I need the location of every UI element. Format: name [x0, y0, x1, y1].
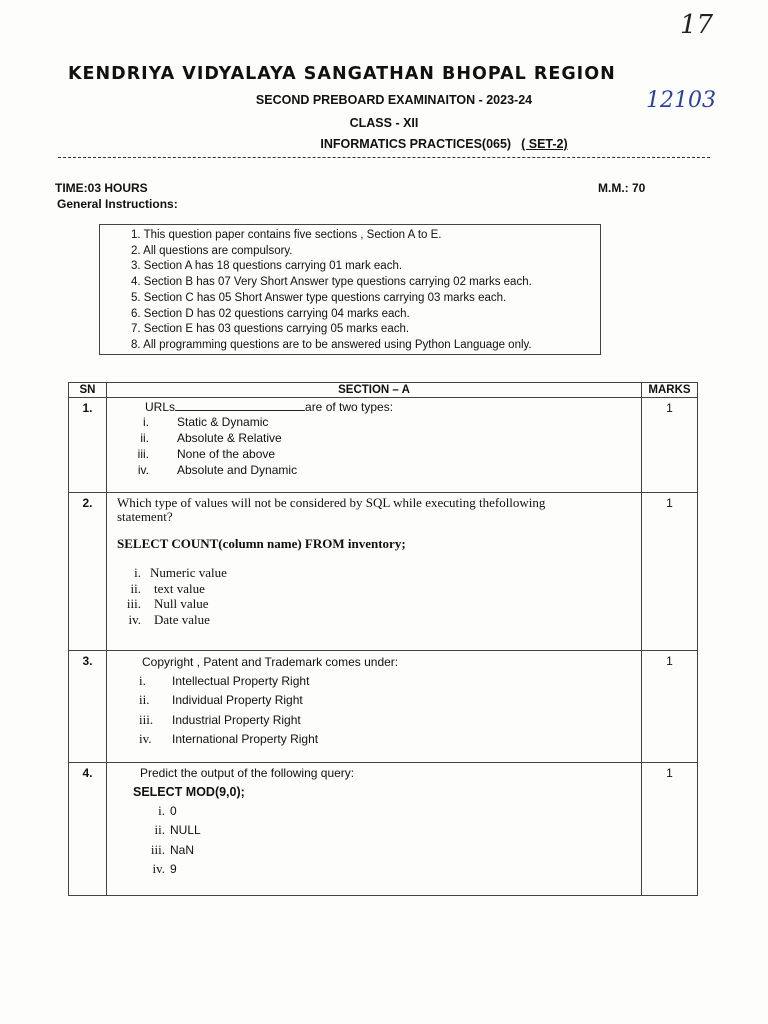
option-item: ii. Individual Property Right — [139, 692, 303, 708]
option-item: i. 0 — [158, 802, 177, 818]
question-number: 3. — [69, 651, 107, 763]
question-number: 2. — [69, 493, 107, 651]
subject-line — [60, 137, 768, 151]
page-number: 17 — [680, 10, 714, 40]
instruction-item: 8. All programming questions are to be answered using Python Language only. — [131, 338, 532, 351]
sql-query: SELECT MOD(9,0); — [133, 785, 245, 799]
sql-query: SELECT COUNT(column name) FROM inventory; — [117, 536, 406, 551]
question-number: 4. — [69, 763, 107, 896]
section-header: SECTION – A — [107, 383, 642, 398]
option-item: iv. Date value — [128, 611, 210, 627]
instruction-item: 3. Section A has 18 questions carrying 01 mark each. — [131, 260, 403, 273]
time-label: TIME:03 HOURS — [55, 181, 148, 195]
table-row — [69, 763, 698, 896]
instructions-box — [99, 224, 601, 355]
handwritten-code: 12103 — [646, 88, 716, 113]
question-text: URLs are of two types: — [145, 400, 394, 414]
question-marks: 1 — [642, 398, 698, 493]
table-header-row — [69, 383, 698, 398]
exam-title: SECOND PREBOARD EXAMINAITON - 2023-24 — [255, 93, 533, 107]
question-text: Predict the output of the following query: — [140, 766, 355, 780]
options-list — [107, 415, 641, 479]
option-item: iv. 9 — [152, 861, 177, 877]
max-marks: M.M.: 70 — [598, 181, 646, 195]
general-instructions-heading: General Instructions: — [57, 197, 178, 211]
options-list — [107, 799, 641, 879]
option-item: iv. International Property Right — [139, 731, 319, 747]
instruction-item: 4. Section B has 07 Very Short Answer type questions carrying 02 marks each. — [131, 276, 532, 289]
option-item: ii. Absolute & Relative — [140, 431, 282, 445]
option-item: iii. NaN — [150, 841, 195, 857]
question-cell — [107, 651, 642, 763]
option-item: iii. Industrial Property Right — [139, 711, 301, 727]
instruction-item: 2. All questions are compulsory. — [131, 244, 293, 257]
instruction-item: 1. This question paper contains five sections , Section A to E. — [131, 229, 442, 241]
table-row — [69, 651, 698, 763]
option-item: i. Intellectual Property Right — [139, 672, 310, 688]
question-text: Which type of values will not be considered by SQL while executing thefollowing statement? — [117, 495, 546, 524]
marks-header: MARKS — [642, 383, 698, 398]
option-item: ii. NULL — [154, 822, 201, 838]
sn-header: SN — [69, 383, 107, 398]
table-row — [69, 493, 698, 651]
question-number: 1. — [69, 398, 107, 493]
option-item: iii. None of the above — [137, 447, 276, 461]
question-text: Copyright , Patent and Trademark comes under: — [142, 655, 399, 669]
options-list — [107, 552, 641, 627]
questions-table — [68, 382, 698, 896]
instruction-item: 6. Section D has 02 questions carrying 04 marks each. — [131, 307, 410, 320]
question-marks: 1 — [642, 493, 698, 651]
set-label: ( SET-2) — [521, 137, 568, 151]
instructions-list — [100, 225, 600, 354]
question-marks: 1 — [642, 763, 698, 896]
question-cell — [107, 763, 642, 896]
question-cell — [107, 398, 642, 493]
divider — [58, 157, 710, 158]
class-label: CLASS - XII — [349, 116, 419, 130]
option-item: iii. Null value — [126, 596, 209, 611]
question-cell — [107, 493, 642, 651]
option-item: iv. Absolute and Dynamic — [137, 463, 298, 477]
option-item: i. Numeric value — [134, 565, 227, 580]
question-marks: 1 — [642, 651, 698, 763]
subject-name: INFORMATICS PRACTICES(065) — [320, 137, 512, 151]
instruction-item: 5. Section C has 05 Short Answer type questions carrying 03 marks each. — [131, 291, 507, 304]
table-row — [69, 398, 698, 493]
organization-title: KENDRIYA VIDYALAYA SANGATHAN BHOPAL REGION — [68, 64, 616, 84]
options-list — [107, 669, 641, 749]
instruction-item: 7. Section E has 03 questions carrying 05 marks each. — [131, 323, 410, 336]
option-item: i. Static & Dynamic — [143, 415, 269, 429]
option-item: ii. text value — [130, 580, 205, 596]
